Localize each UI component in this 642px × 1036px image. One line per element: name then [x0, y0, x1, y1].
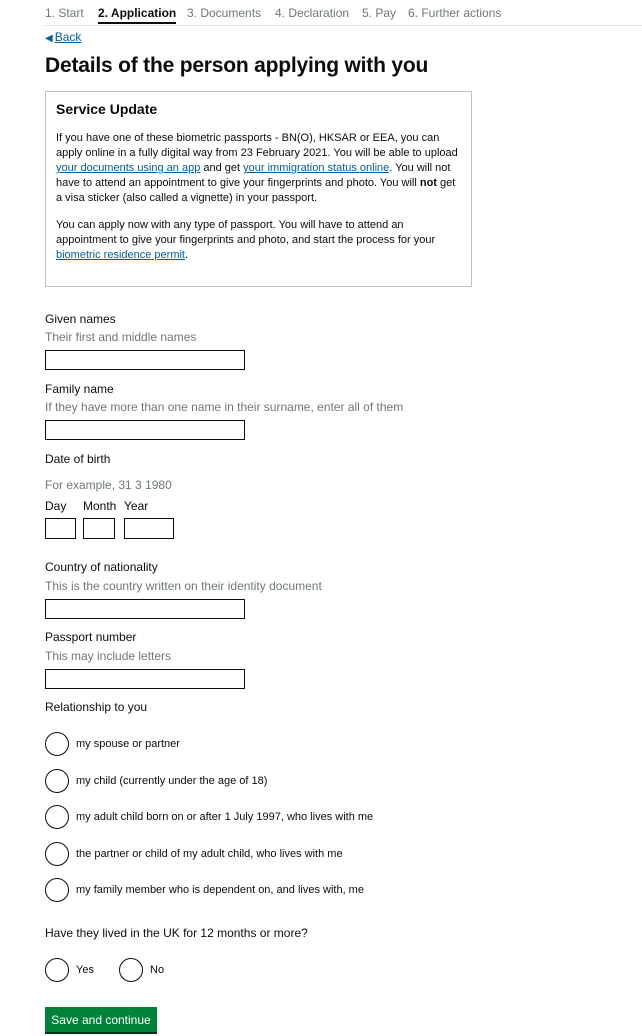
text: get a visa sticker (also called a vignette) in your passport. [56, 177, 456, 204]
save-and-continue-button[interactable]: Save and continue [45, 1007, 157, 1032]
uk-residence-no-option[interactable] [119, 957, 164, 983]
family-name-label: Family name [45, 382, 114, 396]
immigration-status-link[interactable]: your immigration status online [243, 162, 390, 174]
year-input[interactable] [124, 518, 174, 539]
service-update-heading: Service Update [56, 101, 158, 117]
relationship-option-child[interactable] [45, 768, 267, 794]
emphasis: not [419, 177, 437, 189]
documents-app-link[interactable]: your documents using an app [56, 162, 201, 174]
relationship-option-spouse[interactable] [45, 731, 180, 757]
given-names-label: Given names [45, 312, 116, 326]
step-application: 2. Application [98, 6, 176, 24]
month-label: Month [83, 499, 117, 513]
date-of-birth-hint: For example, 31 3 1980 [45, 478, 172, 492]
family-name-input[interactable] [45, 420, 245, 440]
biometric-permit-link[interactable]: biometric residence permit [56, 249, 185, 261]
radio-label: the partner or child of my adult child, who lives with me [76, 848, 343, 860]
uk-residence-label: Have they lived in the UK for 12 months or more? [45, 926, 308, 940]
year-label: Year [124, 499, 149, 513]
nationality-hint: This is the country written on their identity document [45, 579, 322, 593]
day-label: Day [45, 499, 67, 513]
radio-label: my adult child born on or after 1 July 1997, who lives with me [76, 811, 374, 823]
service-update-panel [45, 91, 472, 287]
radio-button[interactable] [45, 732, 69, 756]
radio-button[interactable] [45, 842, 69, 866]
back-arrow-icon: ◀ [45, 33, 53, 44]
page-title: Details of the person applying with you [45, 54, 429, 77]
text: and get [200, 162, 244, 174]
radio-label: my spouse or partner [76, 738, 180, 750]
service-update-paragraph-2 [56, 218, 461, 263]
back-label: Back [54, 30, 82, 44]
text: You can apply now with any type of passport. You will have to attend an appointment to give your fingerprints and photo, and start the process for your [56, 219, 436, 246]
service-update-paragraph-1 [56, 131, 461, 206]
uk-residence-yes-option[interactable] [45, 957, 94, 983]
relationship-label: Relationship to you [45, 700, 148, 714]
step-further-actions: 6. Further actions [408, 6, 502, 20]
date-of-birth-label: Date of birth [45, 452, 111, 466]
passport-number-input[interactable] [45, 669, 245, 689]
step-pay: 5. Pay [362, 6, 397, 20]
nationality-label: Country of nationality [45, 560, 158, 574]
nationality-input[interactable] [45, 599, 245, 619]
step-documents: 3. Documents [187, 6, 262, 20]
radio-button[interactable] [45, 958, 69, 982]
radio-label: my child (currently under the age of 18) [76, 775, 268, 787]
radio-button[interactable] [45, 805, 69, 829]
given-names-hint: Their first and middle names [45, 330, 197, 344]
text: . [185, 249, 189, 261]
given-names-input[interactable] [45, 350, 245, 370]
text: If you have one of these biometric passports - BN(O), HKSAR or EEA, you can apply online in a fully digital way from 23 February 2021. You will be able to upload [56, 132, 458, 159]
radio-button[interactable] [45, 878, 69, 902]
radio-label: Yes [76, 964, 94, 976]
relationship-option-adult-child[interactable] [45, 804, 373, 830]
family-name-hint: If they have more than one name in their surname, enter all of them [45, 400, 404, 414]
relationship-option-partner-of-adult-child[interactable] [45, 841, 343, 867]
radio-button[interactable] [45, 769, 69, 793]
radio-label: my family member who is dependent on, and lives with, me [76, 884, 364, 896]
day-input[interactable] [45, 518, 76, 539]
progress-steps [45, 5, 642, 26]
radio-button[interactable] [119, 958, 143, 982]
passport-number-hint: This may include letters [45, 649, 172, 663]
radio-label: No [150, 964, 165, 976]
passport-number-label: Passport number [45, 630, 137, 644]
step-declaration: 4. Declaration [275, 6, 350, 20]
back-link[interactable] [45, 30, 81, 44]
step-start: 1. Start [45, 6, 84, 20]
text: . You will not have to attend an appointment to give your fingerprints and photo. You will [56, 162, 451, 189]
month-input[interactable] [83, 518, 115, 539]
relationship-option-dependent[interactable] [45, 877, 364, 903]
